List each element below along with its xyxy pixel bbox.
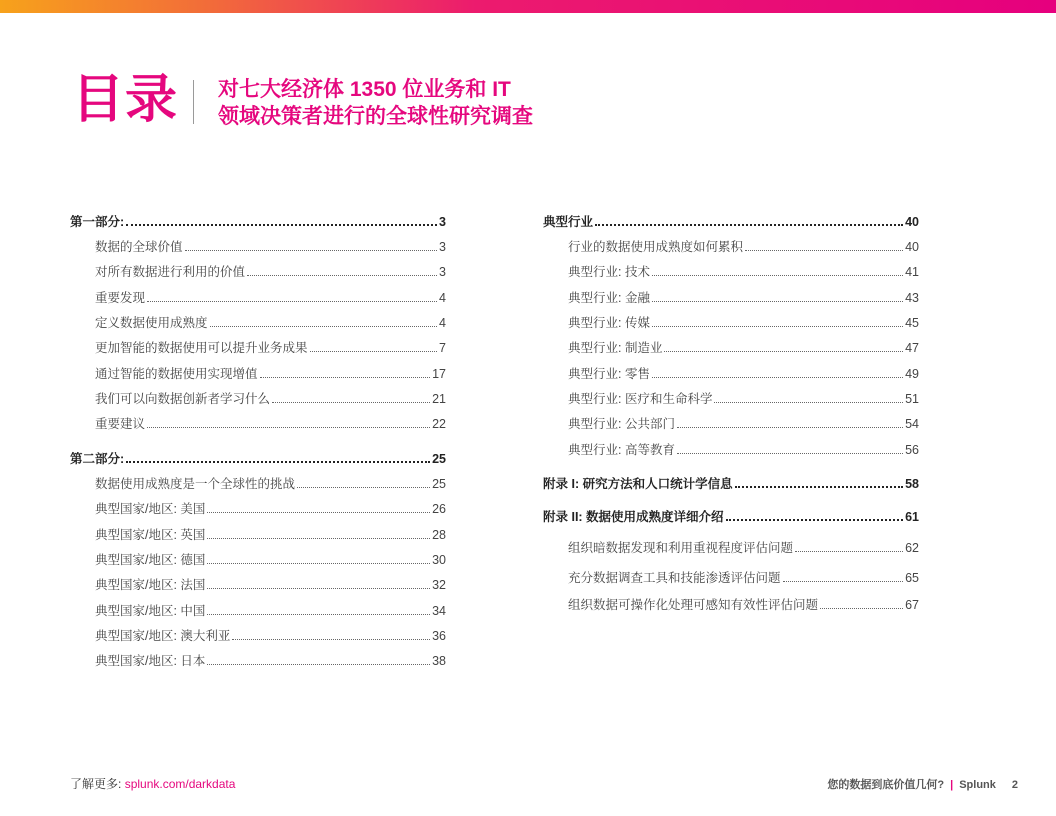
toc-entry-label: 典型国家/地区: 法国 xyxy=(95,578,206,592)
toc-leader-dots xyxy=(207,563,430,564)
toc-entry-label: 第一部分: xyxy=(70,215,125,229)
toc-entry-page: 62 xyxy=(905,541,919,555)
toc-entry[interactable] xyxy=(568,597,919,613)
toc-entry[interactable] xyxy=(95,315,446,331)
toc-entry-label: 组织暗数据发现和利用重视程度评估问题 xyxy=(568,541,794,555)
toc-entry-page: 58 xyxy=(905,477,919,491)
toc-entry-label: 充分数据调查工具和技能渗透评估问题 xyxy=(568,571,781,585)
toc-entry-label: 典型行业: 传媒 xyxy=(568,316,650,330)
toc-leader-dots xyxy=(310,351,438,352)
toc-entry-label: 对所有数据进行利用的价值 xyxy=(95,265,246,279)
footer-doc-info xyxy=(827,776,1018,792)
toc-leader-dots xyxy=(207,588,430,589)
toc-entry[interactable] xyxy=(95,628,446,644)
footer-learn-more xyxy=(70,775,235,792)
page-title: 目录 xyxy=(72,71,179,129)
toc-entry-label: 典型国家/地区: 德国 xyxy=(95,553,206,567)
toc-entry-page: 51 xyxy=(905,392,919,406)
toc-leader-dots xyxy=(207,538,430,539)
toc-entry-page: 28 xyxy=(432,528,446,542)
toc-entry[interactable] xyxy=(568,391,919,407)
toc-entry-page: 4 xyxy=(439,316,446,330)
toc-entry-page: 54 xyxy=(905,417,919,431)
toc-entry-label: 典型行业 xyxy=(543,215,594,229)
toc-entry-label: 典型国家/地区: 美国 xyxy=(95,502,206,516)
toc-entry-page: 47 xyxy=(905,341,919,355)
toc-entry[interactable] xyxy=(95,391,446,407)
toc-entry[interactable] xyxy=(95,290,446,306)
toc-entry-page: 41 xyxy=(905,265,919,279)
toc-leader-dots xyxy=(147,301,437,302)
toc-entry-page: 22 xyxy=(432,417,446,431)
toc-entry[interactable] xyxy=(95,239,446,255)
toc-entry[interactable] xyxy=(95,416,446,432)
toc-entry-label: 典型国家/地区: 英国 xyxy=(95,528,206,542)
toc-entry-page: 36 xyxy=(432,629,446,643)
toc-entry-page: 56 xyxy=(905,443,919,457)
toc-entry[interactable] xyxy=(568,442,919,458)
footer-page-number: 2 xyxy=(1011,779,1018,791)
toc-leader-dots xyxy=(783,581,904,582)
toc-entry-label: 重要建议 xyxy=(95,417,146,431)
toc-entry-page: 17 xyxy=(432,367,446,381)
toc-leader-dots xyxy=(726,519,904,521)
toc-entry-label: 数据的全球价值 xyxy=(95,240,183,254)
toc-leader-dots xyxy=(207,614,430,615)
toc-entry-label: 行业的数据使用成熟度如何累积 xyxy=(568,240,744,254)
toc-entry[interactable] xyxy=(95,653,446,669)
toc-entry-page: 21 xyxy=(432,392,446,406)
toc-entry-label: 典型行业: 金融 xyxy=(568,291,650,305)
toc-entry-page: 3 xyxy=(439,240,446,254)
toc-entry-label: 典型行业: 高等教育 xyxy=(568,443,675,457)
toc-entry[interactable] xyxy=(95,552,446,568)
toc-leader-dots xyxy=(207,664,430,665)
toc-entry-label: 第二部分: xyxy=(70,452,125,466)
toc-leader-dots xyxy=(210,326,438,327)
toc-entry-label: 典型行业: 零售 xyxy=(568,367,650,381)
toc-entry-label: 定义数据使用成熟度 xyxy=(95,316,208,330)
subtitle-line-1: 对七大经济体 1350 位业务和 IT xyxy=(218,78,511,101)
toc-entry-page: 3 xyxy=(439,215,446,229)
top-gradient-bar xyxy=(0,0,1056,13)
toc-entry[interactable] xyxy=(568,540,919,556)
toc-entry[interactable] xyxy=(543,214,919,230)
toc-entry[interactable] xyxy=(95,366,446,382)
toc-leader-dots xyxy=(735,486,904,488)
toc-entry[interactable] xyxy=(95,577,446,593)
toc-entry-page: 25 xyxy=(432,452,446,466)
toc-entry-page: 43 xyxy=(905,291,919,305)
toc-leader-dots xyxy=(147,427,430,428)
toc-entry-page: 40 xyxy=(905,215,919,229)
footer-doc-title: 您的数据到底价值几何? xyxy=(827,779,945,791)
footer-brand: Splunk xyxy=(959,779,996,791)
toc-leader-dots xyxy=(714,402,903,403)
toc-entry-label: 我们可以向数据创新者学习什么 xyxy=(95,392,271,406)
toc-entry-page: 45 xyxy=(905,316,919,330)
toc-leader-dots xyxy=(652,301,903,302)
subtitle-line-2: 领域决策者进行的全球性研究调查 xyxy=(218,105,533,128)
toc-entry[interactable] xyxy=(568,239,919,255)
toc-leader-dots xyxy=(820,608,903,609)
footer-separator: | xyxy=(950,779,954,791)
toc-entry[interactable] xyxy=(568,264,919,280)
toc-entry-label: 附录 II: 数据使用成熟度详细介绍 xyxy=(543,510,724,524)
page-subtitle xyxy=(218,76,533,130)
toc-entry[interactable] xyxy=(95,603,446,619)
toc-entry-page: 49 xyxy=(905,367,919,381)
toc-leader-dots xyxy=(652,326,903,327)
toc-leader-dots xyxy=(260,377,431,378)
toc-leader-dots xyxy=(126,224,437,226)
toc-entry-page: 40 xyxy=(905,240,919,254)
toc-leader-dots xyxy=(272,402,430,403)
toc-entry-page: 61 xyxy=(905,510,919,524)
toc-entry-label: 典型国家/地区: 中国 xyxy=(95,604,206,618)
toc-leader-dots xyxy=(232,639,430,640)
toc-entry-label: 典型国家/地区: 日本 xyxy=(95,654,206,668)
toc-leader-dots xyxy=(677,427,903,428)
toc-entry[interactable] xyxy=(568,315,919,331)
toc-entry[interactable] xyxy=(95,476,446,492)
toc-entry-label: 通过智能的数据使用实现增值 xyxy=(95,367,258,381)
toc-leader-dots xyxy=(297,487,430,488)
toc-entry[interactable] xyxy=(543,476,919,492)
toc-entry-label: 典型行业: 医疗和生命科学 xyxy=(568,392,713,406)
toc-leader-dots xyxy=(247,275,437,276)
toc-entry[interactable] xyxy=(95,527,446,543)
footer-learn-more-label: 了解更多: xyxy=(70,777,122,791)
toc-entry-page: 25 xyxy=(432,477,446,491)
toc-entry-label: 附录 I: 研究方法和人口统计学信息 xyxy=(543,477,733,491)
toc-entry-page: 38 xyxy=(432,654,446,668)
toc-leader-dots xyxy=(207,512,430,513)
toc-leader-dots xyxy=(745,250,903,251)
toc-leader-dots xyxy=(652,275,903,276)
toc-entry[interactable] xyxy=(95,340,446,356)
toc-entry[interactable] xyxy=(568,340,919,356)
toc-leader-dots xyxy=(795,551,903,552)
toc-entry-label: 典型行业: 公共部门 xyxy=(568,417,675,431)
toc-entry-label: 典型行业: 技术 xyxy=(568,265,650,279)
toc-entry-label: 典型行业: 制造业 xyxy=(568,341,663,355)
toc-entry-label: 组织数据可操作化处理可感知有效性评估问题 xyxy=(568,598,819,612)
toc-entry[interactable] xyxy=(70,214,446,230)
toc-entry-label: 数据使用成熟度是一个全球性的挑战 xyxy=(95,477,296,491)
toc-entry[interactable] xyxy=(95,264,446,280)
toc-entry-page: 67 xyxy=(905,598,919,612)
title-divider xyxy=(193,80,194,124)
toc-entry-label: 典型国家/地区: 澳大利亚 xyxy=(95,629,231,643)
toc-entry-label: 更加智能的数据使用可以提升业务成果 xyxy=(95,341,308,355)
toc-entry[interactable] xyxy=(70,451,446,467)
toc-entry-page: 30 xyxy=(432,553,446,567)
toc-entry-page: 26 xyxy=(432,502,446,516)
toc-entry-page: 65 xyxy=(905,571,919,585)
toc-entry-page: 32 xyxy=(432,578,446,592)
toc-entry[interactable] xyxy=(568,570,919,586)
toc-leader-dots xyxy=(126,461,430,463)
toc-entry[interactable] xyxy=(568,290,919,306)
toc-entry[interactable] xyxy=(568,366,919,382)
toc-entry-page: 3 xyxy=(439,265,446,279)
toc-leader-dots xyxy=(677,453,903,454)
toc-entry-page: 4 xyxy=(439,291,446,305)
toc-leader-dots xyxy=(664,351,903,352)
toc-entry-page: 34 xyxy=(432,604,446,618)
toc-leader-dots xyxy=(652,377,903,378)
toc-entry[interactable] xyxy=(543,509,919,525)
toc-leader-dots xyxy=(185,250,438,251)
toc-entry[interactable] xyxy=(95,501,446,517)
footer-link[interactable]: splunk.com/darkdata xyxy=(124,777,236,791)
toc-entry-page: 7 xyxy=(439,341,446,355)
toc-entry[interactable] xyxy=(568,416,919,432)
toc-entry-label: 重要发现 xyxy=(95,291,146,305)
toc-leader-dots xyxy=(595,224,903,226)
